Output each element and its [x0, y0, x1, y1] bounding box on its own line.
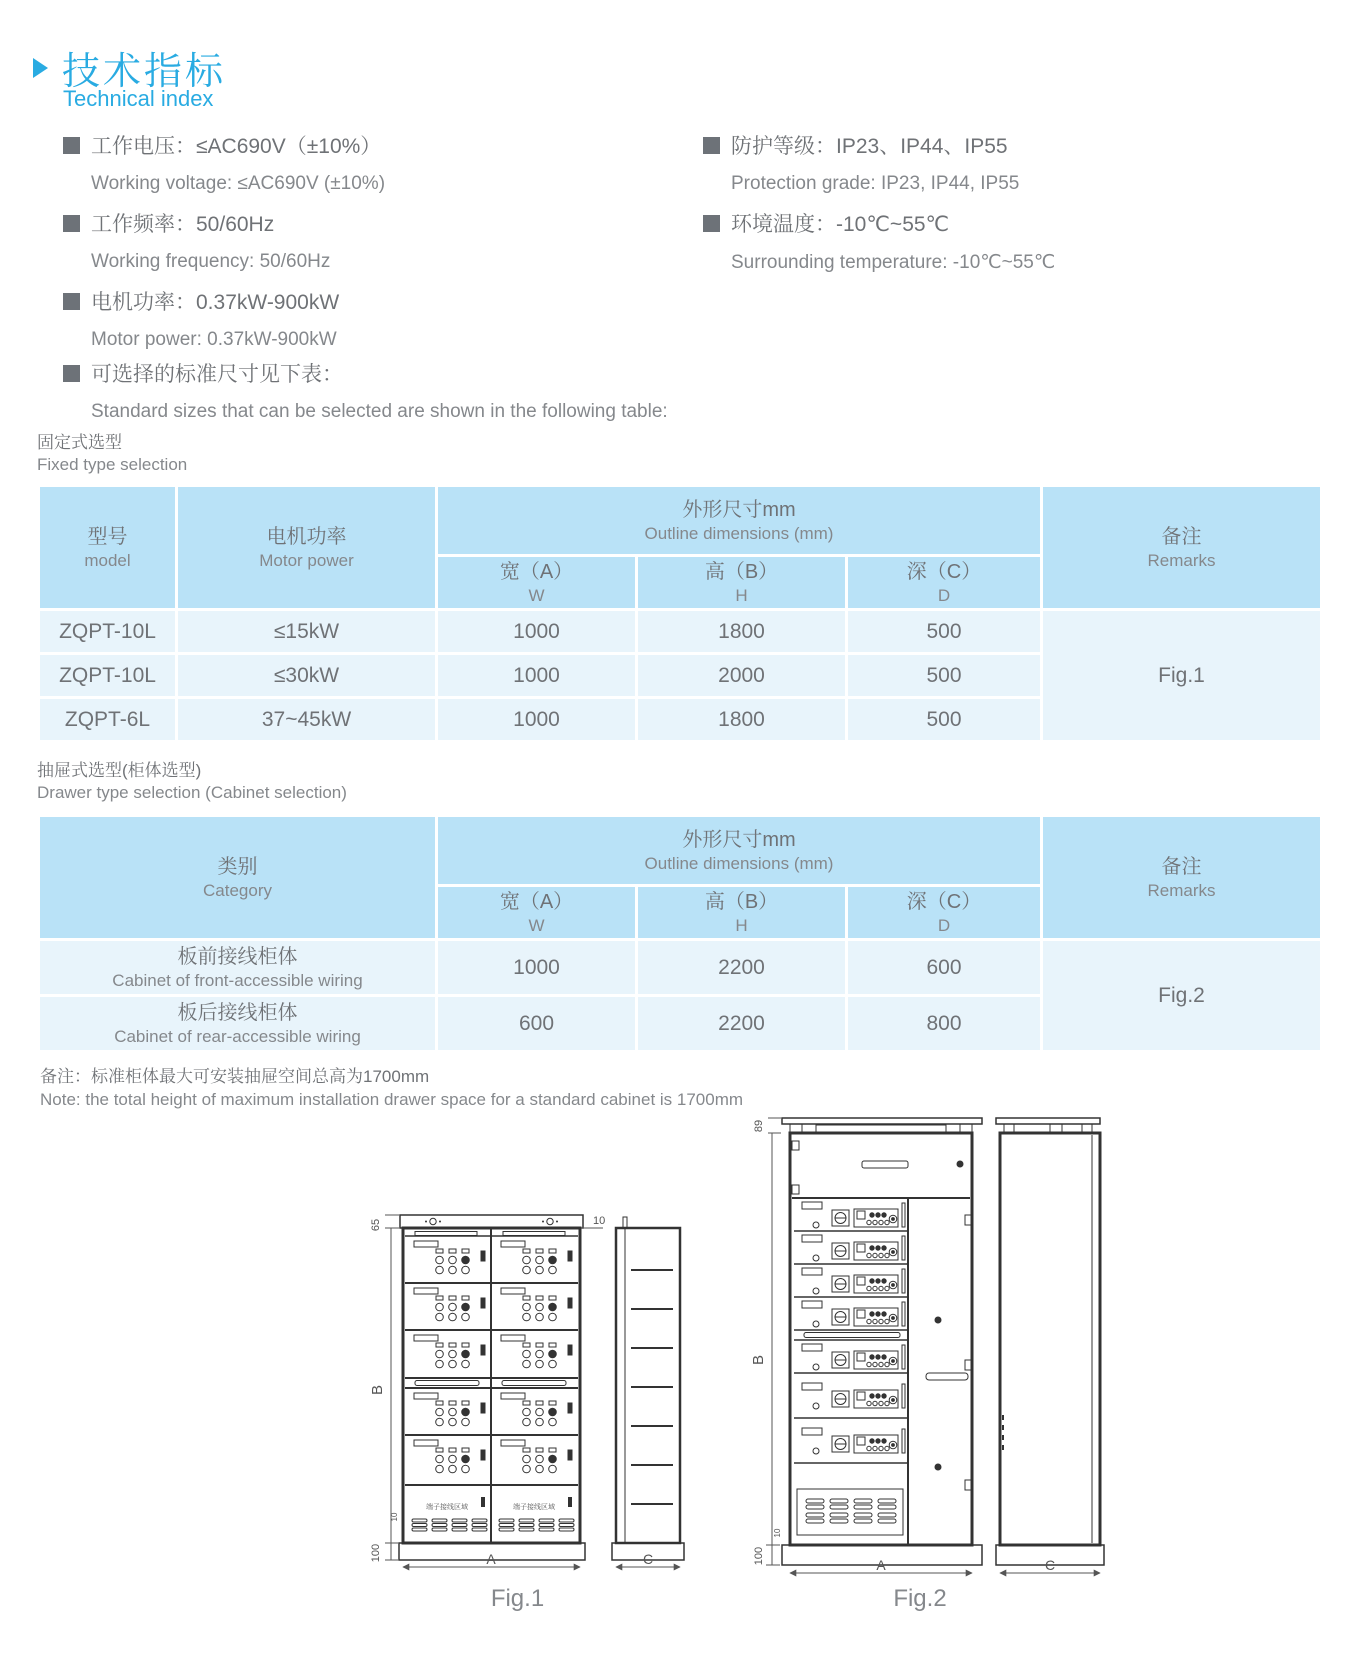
spec-en-text: Working frequency: 50/60Hz — [91, 251, 331, 272]
cell-model: ZQPT-10L — [39, 654, 177, 698]
cell-depth: 600 — [847, 940, 1042, 996]
dim-A-label: A — [486, 1551, 496, 1567]
cell-height: 2200 — [637, 996, 847, 1052]
fig1-side-view — [612, 1217, 684, 1560]
spec-cn-text: 可选择的标准尺寸见下表： — [91, 363, 343, 386]
bullet-square-icon — [63, 365, 80, 382]
col-header-outline-dimensions — [437, 816, 1042, 886]
header-cn: 备注 — [1161, 855, 1202, 878]
cell-depth: 500 — [847, 654, 1042, 698]
terminal-area-label: 端子接线区域 — [426, 1504, 468, 1511]
header-en: Outline dimensions (mm) — [644, 853, 834, 873]
bullet-square-icon — [63, 215, 80, 232]
cell-depth: 800 — [847, 996, 1042, 1052]
header-cn: 宽（A） — [499, 890, 574, 913]
spec-en-text: Standard sizes that can be selected are shown in the following table: — [91, 401, 668, 422]
cell-category — [39, 940, 437, 996]
fig2-caption: Fig.2 — [893, 1585, 947, 1612]
cell-power: 37~45kW — [177, 698, 437, 742]
header-cn: 电机功率 — [266, 525, 347, 548]
dim-B-label: B — [750, 1354, 767, 1366]
header-en: Remarks — [1147, 550, 1216, 570]
category-cn: 板后接线柜体 — [177, 1001, 298, 1024]
dim-10-small-label: 10 — [773, 1528, 782, 1538]
header-cn: 类别 — [217, 855, 258, 878]
drawer-table-title-en: Drawer type selection (Cabinet selection) — [37, 783, 347, 802]
header-cn: 高（B） — [704, 890, 779, 913]
section-arrow-icon — [33, 58, 48, 78]
header-en: model — [84, 550, 131, 570]
dim-A-label: A — [876, 1557, 886, 1573]
spec-cn-text: 防护等级：IP23、IP44、IP55 — [731, 135, 1008, 158]
spec-cn-text: 电机功率：0.37kW-900kW — [91, 291, 340, 314]
fixed-table-title-en: Fixed type selection — [37, 455, 188, 474]
header-en: W — [528, 585, 545, 605]
page-title-cn: 技术指标 — [62, 51, 227, 93]
bullet-square-icon — [703, 215, 720, 232]
category-cn: 板前接线柜体 — [177, 945, 298, 968]
header-cn: 深（C） — [906, 560, 982, 583]
cell-model: ZQPT-10L — [39, 610, 177, 654]
header-en: Remarks — [1147, 880, 1216, 900]
cell-depth: 500 — [847, 698, 1042, 742]
header-cn: 外形尺寸mm — [682, 828, 796, 851]
fig2-side-view — [996, 1118, 1104, 1565]
col-header-width — [437, 886, 637, 940]
col-header-depth — [847, 556, 1042, 610]
header-cn: 高（B） — [704, 560, 779, 583]
cell-width: 1000 — [437, 940, 637, 996]
dim-C-label: C — [1044, 1557, 1056, 1573]
header-en: H — [735, 585, 748, 605]
bullet-square-icon — [63, 137, 80, 154]
col-header-depth — [847, 886, 1042, 940]
spec-en-text: Protection grade: IP23, IP44, IP55 — [731, 173, 1020, 194]
col-header-category — [39, 816, 437, 940]
cell-remark: Fig.1 — [1042, 610, 1322, 742]
category-en: Cabinet of front-accessible wiring — [112, 970, 363, 990]
spec-cn-text: 环境温度：-10℃~55℃ — [731, 213, 950, 236]
cell-height: 1800 — [637, 698, 847, 742]
drawer-table-title-cn: 抽屉式选型(柜体选型) — [37, 761, 202, 780]
col-header-remarks — [1042, 486, 1322, 610]
category-en: Cabinet of rear-accessible wiring — [114, 1026, 361, 1046]
fig1-front-view — [399, 1215, 585, 1560]
cell-model: ZQPT-6L — [39, 698, 177, 742]
spec-column-right — [703, 130, 1313, 287]
cell-remark: Fig.2 — [1042, 940, 1322, 1052]
header-en: Outline dimensions (mm) — [644, 523, 834, 543]
dim-10-small-label: 10 — [390, 1512, 399, 1522]
fixed-type-table — [37, 484, 1323, 743]
spec-cn-text: 工作频率：50/60Hz — [91, 213, 275, 236]
header-cn: 宽（A） — [499, 560, 574, 583]
spec-cn-text: 工作电压：≤AC690V（±10%） — [91, 135, 382, 158]
header-en: H — [735, 915, 748, 935]
cell-width: 1000 — [437, 654, 637, 698]
dim-100-label: 100 — [370, 1543, 382, 1563]
header-cn: 深（C） — [906, 890, 982, 913]
cell-height: 2200 — [637, 940, 847, 996]
dim-100-label: 100 — [753, 1546, 765, 1566]
terminal-area-label: 端子接线区域 — [513, 1504, 555, 1511]
fixed-table-title-cn: 固定式选型 — [37, 433, 122, 452]
note-cn: 备注：标准柜体最大可安装抽屉空间总高为1700mm — [40, 1067, 430, 1086]
col-header-model — [39, 486, 177, 610]
spec-item-surrounding-temperature — [703, 208, 1313, 274]
header-cn: 备注 — [1161, 525, 1202, 548]
header-cn: 外形尺寸mm — [682, 498, 796, 521]
dim-89-label: 89 — [753, 1119, 765, 1133]
bullet-square-icon — [63, 293, 80, 310]
col-header-height — [637, 886, 847, 940]
spec-en-text: Working voltage: ≤AC690V (±10%) — [91, 173, 386, 194]
cell-width: 600 — [437, 996, 637, 1052]
dim-65-label: 65 — [370, 1218, 382, 1232]
page-title-en: Technical index — [63, 86, 214, 111]
fig1-caption: Fig.1 — [490, 1585, 545, 1612]
spec-item-working-voltage — [63, 130, 673, 195]
cell-height: 2000 — [637, 654, 847, 698]
col-header-height — [637, 556, 847, 610]
header-en: W — [528, 915, 545, 935]
cell-height: 1800 — [637, 610, 847, 654]
col-header-remarks — [1042, 816, 1322, 940]
fig2-front-view — [782, 1118, 982, 1565]
fig2-drawing — [720, 1095, 1120, 1580]
cell-power: ≤15kW — [177, 610, 437, 654]
dim-B-label: B — [369, 1384, 386, 1396]
note-en: Note: the total height of maximum installation drawer space for a standard cabinet is 1700mm — [40, 1090, 744, 1109]
header-cn: 型号 — [87, 525, 128, 548]
cell-depth: 500 — [847, 610, 1042, 654]
col-header-outline-dimensions — [437, 486, 1042, 556]
drawer-type-table — [37, 814, 1323, 1053]
dim-C-label: C — [642, 1551, 654, 1567]
header-en: D — [937, 915, 951, 935]
spec-en-text: Surrounding temperature: -10℃~55℃ — [731, 252, 1056, 273]
dim-10-label: 10 — [593, 1215, 606, 1227]
table-row — [39, 940, 1322, 996]
spec-item-standard-sizes — [63, 358, 668, 423]
col-header-motor-power — [177, 486, 437, 610]
cell-width: 1000 — [437, 698, 637, 742]
spec-item-protection-grade — [703, 130, 1313, 195]
spec-item-working-frequency — [63, 208, 673, 273]
header-en: Motor power — [259, 550, 354, 570]
spec-item-motor-power — [63, 286, 673, 351]
spec-en-text: Motor power: 0.37kW-900kW — [91, 329, 337, 350]
cell-width: 1000 — [437, 610, 637, 654]
header-en: D — [937, 585, 951, 605]
fig1-drawing — [335, 1135, 700, 1580]
spec-column-left — [63, 130, 673, 364]
bullet-square-icon — [703, 137, 720, 154]
cell-power: ≤30kW — [177, 654, 437, 698]
col-header-width — [437, 556, 637, 610]
fig1-dimensions — [385, 1215, 680, 1567]
table-row — [39, 610, 1322, 654]
cell-category — [39, 996, 437, 1052]
header-en: Category — [203, 880, 272, 900]
